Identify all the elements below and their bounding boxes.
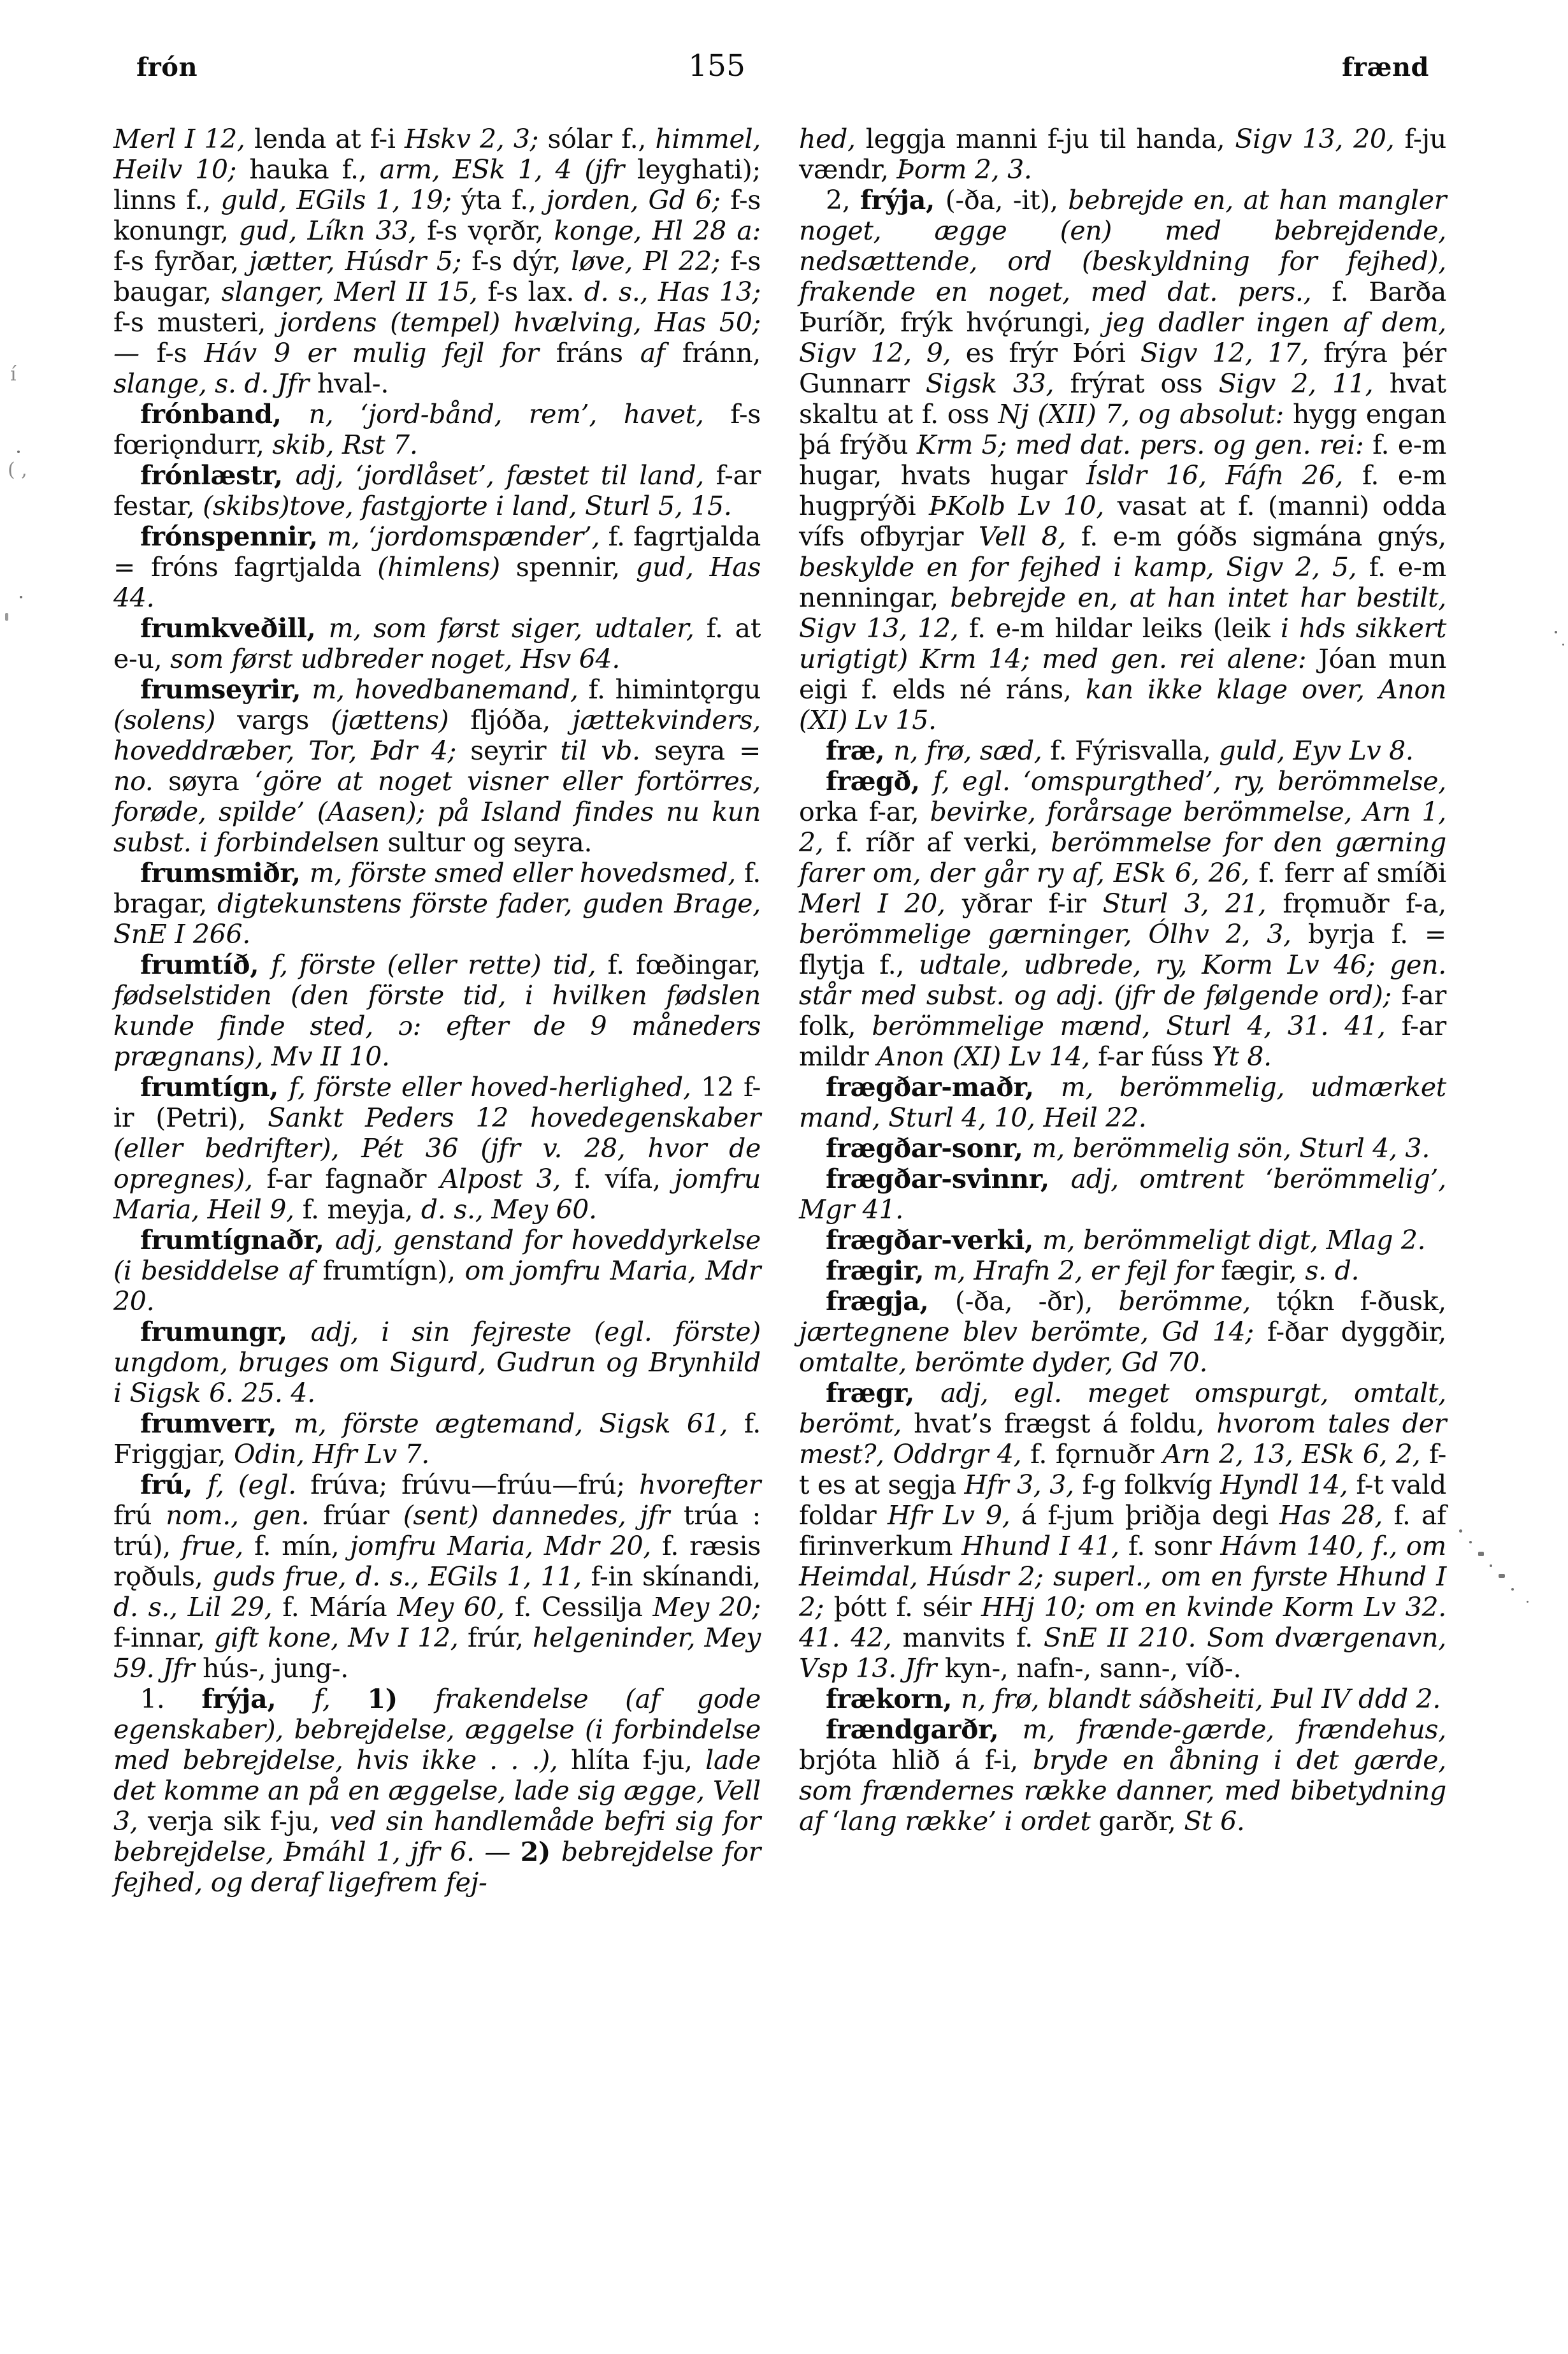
text-run: es frýr Þóri	[965, 338, 1140, 368]
text-run: Vell 8,	[978, 521, 1081, 552]
text-run: f-t vald foldar	[799, 1469, 1446, 1531]
text-run: hvat skaltu at f. oss	[799, 368, 1446, 430]
text-run: ýta f.,	[461, 185, 547, 215]
text-run: 2,	[826, 185, 861, 215]
text-run: f-s fyrðar,	[113, 246, 249, 277]
text-run: arm, ESk 1, 4 (jfr	[379, 154, 637, 185]
text-run: f-s musteri,	[113, 307, 280, 338]
text-run: adj, omtrent ‘berömmelig’, Mgr 41.	[799, 1164, 1446, 1225]
text-run: hauka f.,	[249, 154, 380, 185]
text-run: f-ar fagnaðr	[266, 1164, 440, 1194]
text-run: f-ar mildr	[799, 1011, 1446, 1072]
text-run: f-ðar dyggðir,	[1267, 1317, 1446, 1347]
text-run: Sigsk 33,	[925, 368, 1070, 399]
dictionary-entry	[113, 1225, 761, 1317]
text-run: Merl I 12,	[113, 124, 254, 154]
text-run: f. af firinverkum	[799, 1500, 1447, 1561]
text-run: fægir,	[1221, 1255, 1305, 1286]
text-run: Anon (XI) Lv 14,	[877, 1041, 1098, 1072]
text-run: søyra	[168, 766, 255, 797]
text-run: m, berömmelig, udmærket mand, Sturl 4, 10, Heil 22.	[799, 1072, 1446, 1133]
text-run: f,	[313, 1684, 368, 1714]
text-run: guld, EGils 1, 19;	[220, 185, 462, 215]
scan-speckle	[20, 596, 22, 598]
text-run: frækorn,	[826, 1684, 961, 1714]
text-run: frægðar-verki,	[826, 1225, 1042, 1255]
text-run: Hfr 3, 3,	[964, 1469, 1082, 1500]
dictionary-entry	[799, 1714, 1446, 1837]
text-run: berömmelige gærninger, Ólhv 2, 3,	[799, 919, 1308, 950]
text-run: yðrar f-ir	[961, 888, 1103, 919]
text-run: f. fœðingar,	[607, 950, 761, 980]
text-run: f. Barða Þuríðr, frýk hvǫ́rungi,	[799, 277, 1446, 338]
text-run: adj, egl. meget omspurgt, omtalt, berömt,	[799, 1378, 1446, 1439]
text-run: leggja manni f-ju til handa,	[865, 124, 1235, 154]
dictionary-entry	[799, 1164, 1446, 1225]
text-run: d. s., Lil 29,	[113, 1592, 283, 1622]
text-run: frændgarðr,	[826, 1714, 1023, 1745]
text-run: jærtegnene blev berömte, Gd 14;	[799, 1317, 1267, 1347]
text-run: ÞKolb Lv 10,	[929, 491, 1118, 521]
text-run: slanger, Merl II 15,	[221, 277, 488, 307]
scan-speckle	[1555, 631, 1557, 633]
text-run: n, frø, blandt sáðsheiti, Þul IV ddd 2.	[961, 1684, 1441, 1714]
text-run: adj, genstand for hoveddyrkelse (i besiddelse af	[113, 1225, 761, 1286]
text-run: konge, Hl 28 a:	[554, 215, 761, 246]
text-run: hlíta f-ju,	[571, 1745, 706, 1775]
text-run: himmel, Heilv 10;	[113, 124, 761, 185]
text-run: f. e-m hildar leiks (leik	[968, 613, 1281, 644]
text-run: jomfru Maria, Heil 9,	[113, 1164, 761, 1225]
text-run: frumtíð,	[140, 950, 271, 980]
text-run: slange, s. d. Jfr	[113, 368, 317, 399]
text-run: garðr,	[1098, 1806, 1184, 1837]
text-run: sultur og seyra.	[387, 827, 593, 858]
text-run: hed,	[799, 124, 866, 154]
scan-speckle	[1459, 1529, 1462, 1533]
text-run: frakendelse (af gode egenskaber), bebrejdelse, æggelse (i forbindelse med bebrejdelse, hvis ikke . . .),	[113, 1684, 761, 1775]
text-run: manvits f.	[902, 1622, 1044, 1653]
text-run: 12 f-ir (Petri),	[113, 1072, 761, 1133]
text-run: jorden, Gd 6;	[546, 185, 731, 215]
text-run: leyghati); linns f.,	[113, 154, 761, 215]
text-run: frónspennir,	[140, 521, 327, 552]
text-run: þótt f. séir	[833, 1592, 981, 1622]
text-run: d. s., Has 13;	[584, 277, 761, 307]
text-run: d. s., Mey 60.	[421, 1194, 597, 1225]
dictionary-entry	[113, 1317, 761, 1408]
text-run: f. e-m nenningar,	[799, 552, 1446, 613]
dictionary-entry	[799, 1378, 1446, 1684]
text-run: frýja,	[860, 185, 946, 215]
scan-speckle	[1469, 1541, 1472, 1543]
text-run: f, egl. ‘omspurgthed’, ry, berömmelse,	[933, 766, 1446, 797]
text-run: frýja,	[201, 1684, 314, 1714]
text-run: fljóða,	[470, 705, 573, 735]
dictionary-entry	[799, 1286, 1446, 1378]
text-run: Hávm 140, f., om Heimdal, Húsdr 2; superl., om en fyrste Hhund I 2;	[799, 1531, 1446, 1622]
text-run: frægðar-svinnr,	[826, 1164, 1071, 1194]
text-run: ved sin handlemåde befri sig for bebrejdelse, Þmáhl 1, jfr 6. —	[113, 1806, 761, 1867]
text-run: f. bragar,	[113, 858, 761, 919]
margin-pencil-mark: í	[10, 363, 17, 386]
text-run: gud, Has 44.	[113, 552, 761, 613]
dictionary-entry	[799, 1255, 1446, 1286]
text-run: f. Fýrisvalla,	[1050, 735, 1219, 766]
text-run: n, frø, sæd,	[893, 735, 1051, 766]
text-run: bebrejde en, at han mangler noget, ægge (en) med bebrejdende, nedsættende, ord (beskyldning for fejhed), frakende en noget, med dat. pers.,	[799, 185, 1446, 307]
scan-speckle	[1511, 1588, 1514, 1591]
text-run: Has 28,	[1279, 1500, 1394, 1531]
text-run: s. d.	[1305, 1255, 1360, 1286]
text-run: frúr,	[467, 1622, 533, 1653]
text-run: verja sik f-ju,	[148, 1806, 330, 1837]
text-run: n, ‘jord-bånd, rem’, havet,	[308, 399, 731, 430]
dictionary-entry	[799, 735, 1446, 766]
text-run: f-in skínandi,	[591, 1561, 761, 1592]
text-run: frumseyrir,	[140, 674, 312, 705]
text-run: som først udbreder noget, Hsv 64.	[170, 644, 621, 674]
text-run: Sigv 13, 20,	[1235, 124, 1405, 154]
text-run: m, berömmelig sön, Sturl 4, 3.	[1032, 1133, 1430, 1164]
text-run: Hfr Lv 9,	[887, 1500, 1021, 1531]
text-run: m, berömmeligt digt, Mlag 2.	[1042, 1225, 1426, 1255]
text-run: m, förste smed eller hovedsmed,	[309, 858, 744, 888]
text-run: frúva; frúvu—frúu—frú;	[310, 1469, 640, 1500]
text-run: digtekunstens förste fader, guden Brage, SnE I 266.	[113, 888, 761, 950]
dictionary-entry	[113, 1408, 761, 1469]
text-run: HHj 10; om en kvinde Korm Lv 32. 41. 42,	[799, 1592, 1446, 1653]
text-run: (jættens)	[331, 705, 471, 735]
text-run: f, förste (eller rette) tid,	[271, 950, 608, 980]
text-run: f, (egl.	[207, 1469, 311, 1500]
scan-speckle	[1490, 1564, 1492, 1567]
text-run: (skibs)tove, fastgjorte i land, Sturl 5, 15.	[203, 491, 732, 521]
text-run: beskylde en for fejhed i kamp, Sigv 2, 5,	[799, 552, 1369, 582]
dictionary-entry	[799, 1133, 1446, 1164]
text-run: f, förste eller hoved-herlighed,	[289, 1072, 701, 1102]
text-run: frægir,	[826, 1255, 933, 1286]
text-run: f. e-m góðs sigmána gnýs,	[1081, 521, 1447, 552]
text-run: frumverr,	[140, 1408, 294, 1439]
text-run: til vb.	[560, 735, 654, 766]
text-run: f. ferr af smíði	[1258, 858, 1446, 888]
text-run: Krm 5; med dat. pers. og gen. rei:	[916, 430, 1373, 460]
text-run: nom., gen.	[166, 1500, 324, 1531]
text-run: m, förste ægtemand, Sigsk 61,	[294, 1408, 744, 1439]
text-run: Háv 9 er mulig fejl for	[204, 338, 556, 368]
text-run: f-ar fúss	[1098, 1041, 1212, 1072]
text-run: Þorm 2, 3.	[896, 154, 1032, 185]
text-run: frumtígn),	[322, 1255, 465, 1286]
text-run: ‘göre at noget visner eller fortörres, forøde, spilde’ (Aasen); på Island findes nu kun subst. i forbindelsen	[113, 766, 761, 858]
text-run: f. fǫrnuðr	[1030, 1439, 1163, 1469]
text-run: Hhund I 41,	[961, 1531, 1128, 1561]
text-run: frue,	[182, 1531, 254, 1561]
dictionary-entry	[113, 521, 761, 613]
text-run: frumkveðill,	[140, 613, 329, 644]
text-run: f-ar folk,	[799, 980, 1446, 1041]
text-run: Mey 20;	[652, 1592, 761, 1622]
header-guide-word-left: frón	[136, 52, 198, 82]
text-run: hús-, jung-.	[203, 1653, 349, 1684]
header-guide-word-right: frænd	[1342, 52, 1429, 82]
text-column-right	[799, 124, 1446, 1837]
text-run: f. ræsis rǫðuls,	[113, 1531, 761, 1592]
dictionary-entry	[113, 1469, 761, 1684]
text-run: Ísldr 16, Fáfn 26,	[1086, 460, 1362, 491]
text-run: frumungr,	[140, 1317, 311, 1347]
entry-continuation	[113, 124, 761, 399]
dictionary-entry	[113, 613, 761, 674]
text-run: Yt 8.	[1211, 1041, 1272, 1072]
text-run: fránn,	[682, 338, 761, 368]
text-run: af	[640, 338, 682, 368]
text-run: f-s	[156, 338, 205, 368]
text-run: frægr,	[826, 1378, 941, 1408]
text-run: tǫ́kn f-ðusk,	[1276, 1286, 1447, 1317]
text-run: f. ríðr af verki,	[836, 827, 1051, 858]
margin-pencil-mark: ( ,	[8, 459, 27, 481]
text-run: f. meyja,	[302, 1194, 421, 1225]
text-run: adj, i sin fejreste (egl. förste) ungdom, bruges om Sigurd, Gudrun og Brynhild i Sigsk 6. 25. 4.	[113, 1317, 761, 1408]
text-run: f. at e-u,	[113, 613, 761, 674]
text-run: fødselstiden (den förste tid, i hvilken fødslen kunde finde sted, ɔ: efter de 9 måneders prægnans), Mv II 10.	[113, 980, 761, 1072]
text-run: Hskv 2, 3;	[405, 124, 548, 154]
scan-speckle	[17, 451, 20, 453]
text-run: brjóta hlið á f-i,	[799, 1745, 1033, 1775]
text-run: f-s dýr,	[471, 246, 572, 277]
text-run: kan ikke klage over, Anon (XI) Lv 15.	[799, 674, 1446, 735]
text-run: f-t es at segja	[799, 1439, 1446, 1500]
text-run: m, ‘jordomspænder’,	[327, 521, 608, 552]
text-run: frægja,	[826, 1286, 955, 1317]
text-run: 2)	[520, 1837, 561, 1867]
text-run: f-s fœriǫndurr,	[113, 399, 761, 460]
scan-speckle	[5, 613, 8, 621]
text-run: gift kone, Mv I 12,	[213, 1622, 468, 1653]
text-run: frúar	[323, 1500, 403, 1531]
text-run: frǫmuðr f-a,	[1283, 888, 1446, 919]
text-run: f. e-m hugprýði	[799, 460, 1446, 521]
text-run: berömmelse for den gærning farer om, der går ry af, ESk 6, 26,	[799, 827, 1447, 888]
dictionary-entry	[113, 674, 761, 858]
text-run: berömme,	[1118, 1286, 1277, 1317]
page-number: 155	[688, 48, 745, 83]
text-run: helgeninder, Mey 59. Jfr	[113, 1622, 761, 1684]
text-run: f. Cessilja	[514, 1592, 653, 1622]
dictionary-entry	[799, 1072, 1446, 1133]
text-run: Sankt Peders 12 hovedegenskaber (eller bedrifter), Pét 36 (jfr v. 28, hvor de opregnes),	[113, 1102, 761, 1194]
dictionary-entry	[113, 950, 761, 1072]
text-run: Nj (XII) 7, og absolut:	[998, 399, 1293, 430]
text-run: lade det komme an på en æggelse, lade sig ægge, Vell 3,	[113, 1745, 761, 1837]
text-run: lenda at f-i	[254, 124, 405, 154]
text-run: fráns	[556, 338, 640, 368]
text-run: frónband,	[140, 399, 309, 430]
text-run: frumtígnaðr,	[140, 1225, 335, 1255]
text-run: Jóan mun eigi f. elds né ráns,	[799, 644, 1446, 705]
text-run: frægðar-sonr,	[826, 1133, 1032, 1164]
dictionary-entry	[799, 766, 1446, 1072]
text-run: St 6.	[1184, 1806, 1245, 1837]
text-run: m, hovedbanemand,	[312, 674, 589, 705]
text-run: m, som først siger, udtaler,	[328, 613, 707, 644]
text-run: Alpost 3,	[440, 1164, 575, 1194]
text-run: seyrir	[470, 735, 561, 766]
text-run: frýrat oss	[1070, 368, 1219, 399]
dictionary-entry	[113, 1684, 761, 1898]
text-run: vargs	[237, 705, 331, 735]
text-run: frumtígn,	[140, 1072, 289, 1102]
dictionary-entry	[113, 1072, 761, 1225]
text-run: jættekvinders, hoveddræber, Tor, Þdr 4;	[113, 705, 761, 766]
text-run: (-ða, -it),	[945, 185, 1068, 215]
text-run: f-s baugar,	[113, 246, 761, 307]
scan-speckle	[1562, 644, 1564, 646]
text-run: hygg engan þá frýðu	[799, 399, 1446, 460]
scan-speckle	[1499, 1574, 1505, 1578]
text-run: spennir,	[515, 552, 636, 582]
text-run: hvorefter	[639, 1469, 761, 1500]
text-run: løve, Pl 22;	[571, 246, 731, 277]
text-run: frú,	[140, 1469, 208, 1500]
text-column-left	[113, 124, 761, 1898]
text-run: Arn 2, 13, ESk 6, 2,	[1162, 1439, 1430, 1469]
text-run: sólar f.,	[547, 124, 656, 154]
text-run: skib, Rst 7.	[272, 430, 418, 460]
dictionary-entry	[799, 1225, 1446, 1255]
text-run: omtalte, berömte dyder, Gd 70.	[799, 1347, 1208, 1378]
text-run: f. Friggjar,	[113, 1408, 761, 1469]
text-run: orka f-ar,	[799, 797, 930, 827]
text-run: vasat at f. (manni) odda vífs ofbyrjar	[799, 491, 1446, 552]
text-run: Merl I 20,	[799, 888, 962, 919]
text-run: Mey 60,	[397, 1592, 515, 1622]
text-run: guld, Eyv Lv 8.	[1219, 735, 1414, 766]
text-run: 1)	[367, 1684, 435, 1714]
text-run: frægðar-maðr,	[826, 1072, 1061, 1102]
scan-speckle	[1527, 1601, 1528, 1603]
text-run: no.	[113, 766, 169, 797]
text-run: berömmelige mænd, Sturl 4, 31. 41,	[872, 1011, 1402, 1041]
dictionary-entry	[113, 460, 761, 521]
text-run: hvat’s frægst á foldu,	[914, 1408, 1217, 1439]
text-run: á f-jum þriðja degi	[1021, 1500, 1280, 1531]
text-run: f. fagrtjalda = fróns fagrtjalda	[113, 521, 761, 582]
text-run: (-ða, -ðr),	[954, 1286, 1119, 1317]
text-run: jætter, Húsdr 5;	[248, 246, 472, 277]
text-run: Odin, Hfr Lv 7.	[233, 1439, 430, 1469]
text-run: Sigv 2, 11,	[1218, 368, 1390, 399]
text-run: jomfru Maria, Mdr 20,	[350, 1531, 663, 1561]
text-run: adj, ‘jordlåset’, fæstet til land,	[295, 460, 716, 491]
text-run: Sigv 12, 17,	[1140, 338, 1324, 368]
text-run: frónlæstr,	[140, 460, 296, 491]
text-run: (solens)	[113, 705, 238, 735]
text-run: trúa : trú),	[113, 1500, 761, 1561]
text-run: f. mín,	[254, 1531, 350, 1561]
text-run: guds frue, d. s., EGils 1, 11,	[212, 1561, 591, 1592]
text-run: fræ,	[826, 735, 894, 766]
text-run: frýra þér Gunnarr	[799, 338, 1446, 399]
text-run: udtale, udbrede, ry, Korm Lv 46; gen. står med subst. og adj. (jfr de følgende ord);	[799, 950, 1446, 1011]
text-run: f. e-m hugar, hvats hugar	[799, 430, 1446, 491]
text-run: m, frænde-gærde, frændehus,	[1022, 1714, 1446, 1745]
text-run: f-s konungr,	[113, 185, 761, 246]
text-run: bebrejde en, at han intet har bestilt, Sigv 13, 12,	[799, 582, 1446, 644]
text-run: f-innar,	[113, 1622, 214, 1653]
text-run: byrja f. = flytja f.,	[799, 919, 1446, 980]
text-run: frú	[113, 1500, 166, 1531]
text-run: 1.	[140, 1684, 202, 1714]
text-run: gud, Líkn 33,	[239, 215, 428, 246]
text-run: m, Hrafn 2, er fejl for	[933, 1255, 1221, 1286]
text-run: SnE II 210. Som dværgenavn, Vsp 13. Jfr	[799, 1622, 1447, 1684]
text-run: i hds sikkert urigtigt) Krm 14; med gen. rei alene:	[799, 613, 1447, 674]
text-run: kyn-, nafn-, sann-, víð-.	[944, 1653, 1242, 1684]
text-run: Sturl 3, 21,	[1102, 888, 1283, 919]
text-run: (sent) dannedes, jfr	[403, 1500, 684, 1531]
text-run: f. himintǫrgu	[588, 674, 761, 705]
text-run: frumsmiðr,	[140, 858, 310, 888]
text-run: hvorom tales der mest?, Oddrgr 4,	[799, 1408, 1447, 1469]
text-run: f-ju vændr,	[799, 124, 1446, 185]
text-run: bevirke, forårsage berömmelse, Arn 1, 2,	[799, 797, 1446, 858]
dictionary-entry	[113, 399, 761, 460]
text-run: Hyndl 14,	[1220, 1469, 1356, 1500]
text-run: f-s lax.	[487, 277, 584, 307]
text-run: f-ar festar,	[113, 460, 761, 521]
text-run: f. vífa,	[574, 1164, 675, 1194]
text-run: hval-.	[317, 368, 389, 399]
text-run: seyra =	[654, 735, 761, 766]
text-run: om jomfru Maria, Mdr 20.	[113, 1255, 761, 1317]
scan-speckle	[1478, 1552, 1484, 1556]
text-run: jeg dadler ingen af dem, Sigv 12, 9,	[799, 307, 1446, 368]
text-run: f-s vǫrðr,	[427, 215, 554, 246]
text-run: jordens (tempel) hvælving, Has 50; —	[113, 307, 761, 368]
text-run: bebrejdelse for fejhed, og deraf ligefrem fej-	[113, 1837, 761, 1898]
text-run: bryde en åbning i det gærde, som frændernes række danner, med bibetydning af ‘lang række’ i ordet	[799, 1745, 1446, 1837]
dictionary-entry	[799, 1684, 1446, 1714]
text-run: (himlens)	[377, 552, 516, 582]
entry-continuation	[799, 124, 1446, 185]
text-run: f. sonr	[1128, 1531, 1221, 1561]
text-run: f-g folkvíg	[1082, 1469, 1221, 1500]
text-run: frægð,	[826, 766, 933, 797]
dictionary-entry	[113, 858, 761, 950]
dictionary-entry	[799, 185, 1446, 735]
text-run: f. Máría	[282, 1592, 398, 1622]
